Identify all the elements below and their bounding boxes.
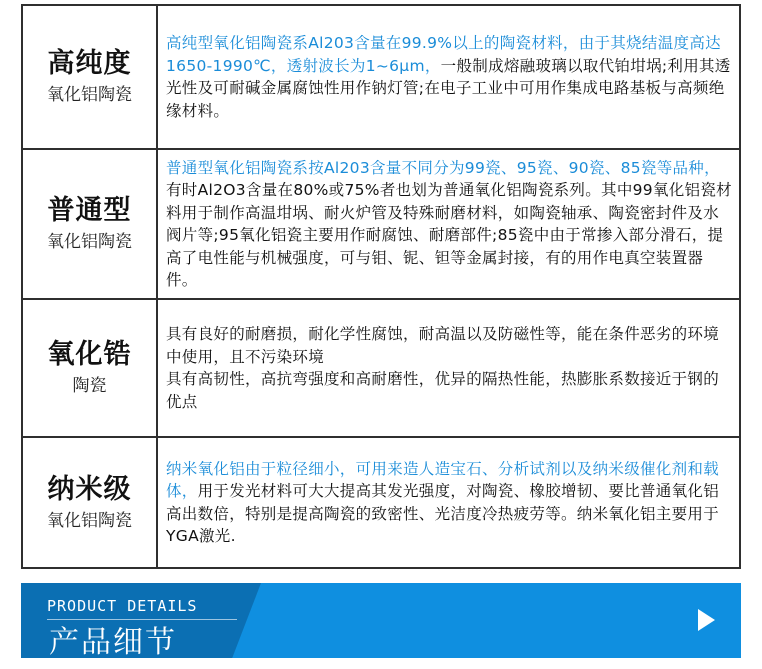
row-description-cell bbox=[166, 438, 733, 567]
description-highlight: 高纯型氧化铝陶瓷系Al203含量在99.9%以上的陶瓷材料，由于其烧结温度高达1650-1990℃，透射波长为1~6μm， bbox=[166, 34, 721, 75]
row-subtitle: 氧化铝陶瓷 bbox=[47, 510, 132, 531]
table-row bbox=[23, 6, 739, 150]
product-details-banner bbox=[21, 583, 741, 658]
row-title: 普通型 bbox=[47, 195, 132, 226]
row-subtitle: 氧化铝陶瓷 bbox=[47, 85, 132, 105]
play-arrow-icon[interactable] bbox=[698, 609, 715, 631]
description-text: 用于发光材料可大大提高其发光强度，对陶瓷、橡胶增韧、要比普通氧化铝高出数倍，特别是提高陶瓷的致密性、光洁度冷热疲劳等。纳米氧化铝主要用于YGA激光. bbox=[166, 482, 720, 545]
row-subtitle: 氧化铝陶瓷 bbox=[47, 232, 132, 252]
row-title: 高纯度 bbox=[47, 48, 132, 79]
row-label-cell bbox=[23, 6, 158, 148]
row-description-cell bbox=[166, 150, 733, 298]
row-description-cell bbox=[166, 300, 733, 436]
description-highlight: 纳米氧化铝由于粒径细小，可用来造人造宝石、分析试剂以及纳米级催化剂和载体， bbox=[166, 459, 720, 500]
row-description bbox=[166, 458, 733, 548]
banner-english-title: PRODUCT DETAILS bbox=[47, 597, 198, 615]
row-description bbox=[166, 323, 733, 413]
table-row bbox=[23, 300, 739, 438]
table-row bbox=[23, 150, 739, 300]
row-title: 氧化锆 bbox=[47, 339, 132, 370]
row-subtitle: 陶瓷 bbox=[72, 376, 107, 396]
row-label-cell bbox=[23, 300, 158, 436]
description-text: 一般制成熔融玻璃以取代铂坩埚;利用其透光性及可耐碱金属腐蚀性用作钠灯管;在电子工业中可用作集成电路基板与高频绝缘材料。 bbox=[166, 56, 731, 120]
row-description-cell bbox=[166, 6, 733, 148]
table-row bbox=[23, 438, 739, 567]
banner-chinese-title: 产品细节 bbox=[49, 625, 177, 660]
row-title: 纳米级 bbox=[47, 473, 132, 505]
row-label-cell bbox=[23, 150, 158, 298]
description-highlight: 普通型氧化铝陶瓷系按Al203含量不同分为99瓷、95瓷、90瓷、85瓷等品种， bbox=[166, 158, 720, 177]
product-comparison-table bbox=[21, 4, 741, 569]
row-description bbox=[166, 157, 733, 292]
row-label-cell bbox=[23, 438, 158, 567]
row-description bbox=[166, 32, 733, 122]
description-text: 有时Al2O3含量在80%或75%者也划为普通氧化铝陶瓷系列。其中99氧化铝瓷材料用于制作高温坩埚、耐火炉管及特殊耐磨材料，如陶瓷轴承、陶瓷密封件及水阀片等;95氧化铝瓷主要用作耐腐蚀、耐磨部件;85瓷中由于常掺入部分滑石，提高了电性能与机械强度，可与钼、铌、钽等金属封接，有的用作电真空装置器件。 bbox=[166, 181, 732, 289]
description-text: 具有良好的耐磨损，耐化学性腐蚀，耐高温以及防磁性等，能在条件恶劣的环境中使用，且不污染环境 具有高韧性，高抗弯强度和高耐磨性，优异的隔热性能，热膨胀系数接近于钢的优点 bbox=[166, 325, 720, 411]
